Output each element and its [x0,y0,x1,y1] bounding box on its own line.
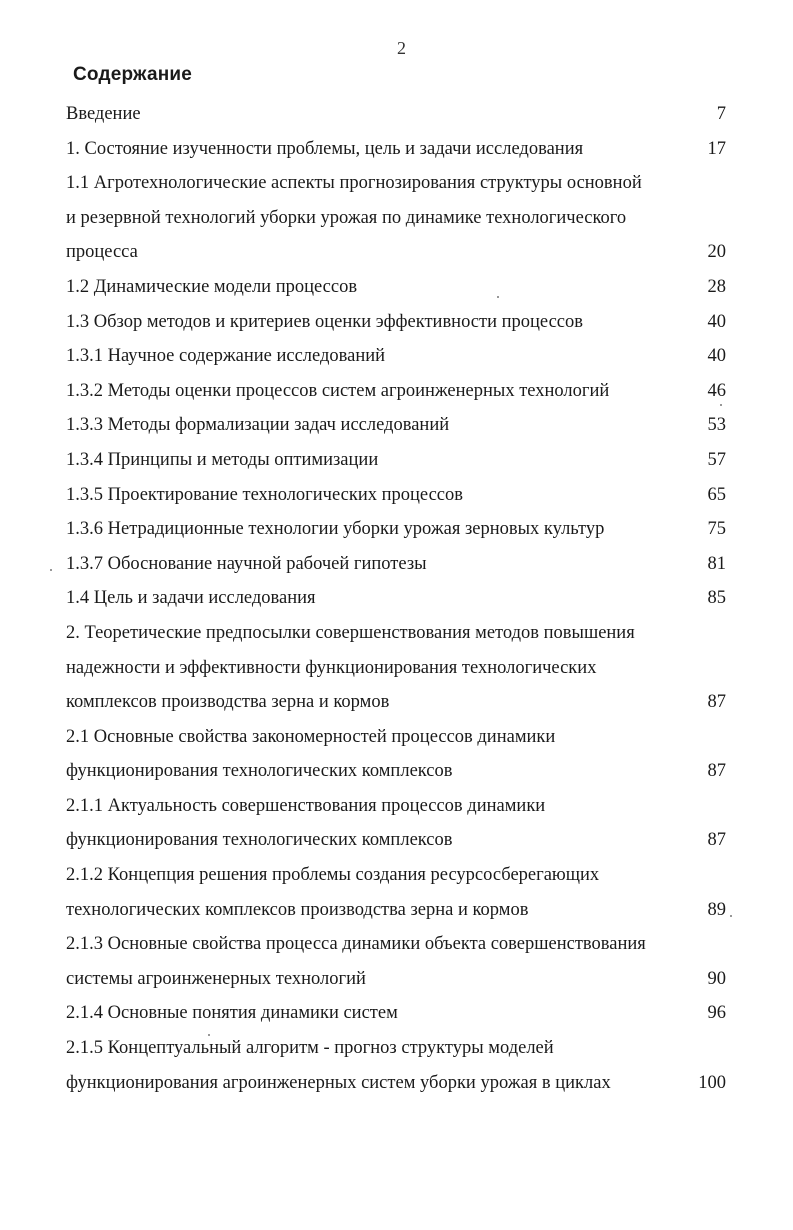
toc-entry-title-line: 1.3.5 Проектирование технологических процессов [66,484,464,505]
toc-entry-title-line: 1.3 Обзор методов и критериев оценки эффективности процессов [66,311,583,332]
toc-entry-page-number: 100 [698,1072,726,1093]
toc-entry-page-number: 53 [707,415,726,436]
toc-entry-page-number: 87 [707,692,726,713]
toc-entry [66,97,726,132]
toc-entry-title-line: и резервной технологий уборки урожая по динамике технологического [66,207,627,228]
toc-entry-title-line: функционирования технологических комплексов [66,830,453,851]
toc-entry [66,616,726,720]
toc-entry [66,927,726,996]
toc-entry [66,305,726,340]
toc-entry-title-line: 1.1 Агротехнологические аспекты прогнозирования структуры основной [66,173,642,194]
toc-entry-page-number: 81 [707,553,726,574]
toc-list [66,97,726,1100]
toc-entry-title-line: 2.1.3 Основные свойства процесса динамики объекта совершенствования [66,934,646,955]
toc-entry-page-number: 89 [707,899,726,920]
toc-entry-title-line: 2.1.1 Актуальность совершенствования процессов динамики [66,795,546,816]
toc-entry [66,166,726,270]
toc-entry-page-number: 90 [707,968,726,989]
scan-speck [208,1034,210,1036]
toc-entry [66,1031,726,1100]
toc-entry-title-line: надежности и эффективности функционирования технологических [66,657,597,678]
toc-entry-title-line: 1.3.1 Научное содержание исследований [66,346,386,367]
toc-entry-page-number: 57 [707,449,726,470]
toc-entry-title-line: функционирования технологических комплексов [66,761,453,782]
toc-entry-page-number: 87 [707,830,726,851]
scan-speck [730,915,732,917]
scan-speck [720,404,722,406]
toc-heading: Содержание [73,64,193,85]
toc-entry-title-line: 1.2 Динамические модели процессов [66,276,358,297]
toc-entry-page-number: 7 [716,104,726,124]
toc-entry-title-line: 1.4 Цель и задачи исследования [66,588,316,609]
toc-entry-page-number: 28 [707,276,726,297]
page-number: 2 [397,38,406,58]
toc-entry [66,132,726,167]
toc-entry-title-line: 2.1 Основные свойства закономерностей процессов динамики [66,726,556,747]
toc-entry [66,858,726,927]
scan-speck [50,569,52,571]
toc-entry-page-number: 17 [707,138,726,159]
toc-entry-title-line: функционирования агроинженерных систем уборки урожая в циклах [66,1072,611,1093]
toc-entry-title-line: 2.1.4 Основные понятия динамики систем [66,1003,398,1024]
toc-entry-title-line: 1. Состояние изученности проблемы, цель и задачи исследования [66,138,584,159]
toc-entry-title-line: комплексов производства зерна и кормов [66,692,390,713]
scan-speck [497,296,499,298]
toc-entry-title-line: 1.3.7 Обоснование научной рабочей гипотезы [66,553,427,574]
toc-entry-page-number: 40 [707,311,726,332]
toc-entry [66,408,726,443]
toc-entry-page-number: 85 [707,588,726,609]
toc-entry-page-number: 40 [707,346,726,367]
toc-entry [66,339,726,374]
toc-entry-title-line: системы агроинженерных технологий [66,968,366,989]
toc-entry [66,512,726,547]
toc-entry-page-number: 46 [707,380,726,401]
toc-entry-title-line: 2.1.5 Концептуальный алгоритм - прогноз структуры моделей [66,1038,554,1059]
toc-entry-page-number: 87 [707,761,726,782]
toc-entry [66,720,726,789]
toc-entry [66,547,726,582]
toc-entry [66,581,726,616]
toc-entry [66,443,726,478]
toc-entry-page-number: 20 [707,242,726,263]
toc-entry-title-line: 1.3.3 Методы формализации задач исследований [66,415,450,436]
toc-entry-title-line: 2.1.2 Концепция решения проблемы создания ресурсосберегающих [66,865,600,886]
toc-entry [66,996,726,1031]
toc-entry-page-number: 75 [707,519,726,540]
toc-entry [66,789,726,858]
toc-entry-title-line: Введение [66,104,141,124]
toc-entry-page-number: 65 [707,484,726,505]
toc-entry-page-number: 96 [707,1003,726,1024]
toc-entry-title-line: 1.3.2 Методы оценки процессов систем агроинженерных технологий [66,380,610,401]
toc-entry-title-line: технологических комплексов производства зерна и кормов [66,899,529,920]
toc-entry [66,270,726,305]
toc-entry [66,374,726,409]
toc-entry [66,478,726,513]
toc-entry-title-line: 1.3.4 Принципы и методы оптимизации [66,449,379,470]
toc-entry-title-line: процесса [66,242,138,263]
toc-entry-title-line: 1.3.6 Нетрадиционные технологии уборки урожая зерновых культур [66,519,605,540]
toc-entry-title-line: 2. Теоретические предпосылки совершенствования методов повышения [66,622,635,643]
